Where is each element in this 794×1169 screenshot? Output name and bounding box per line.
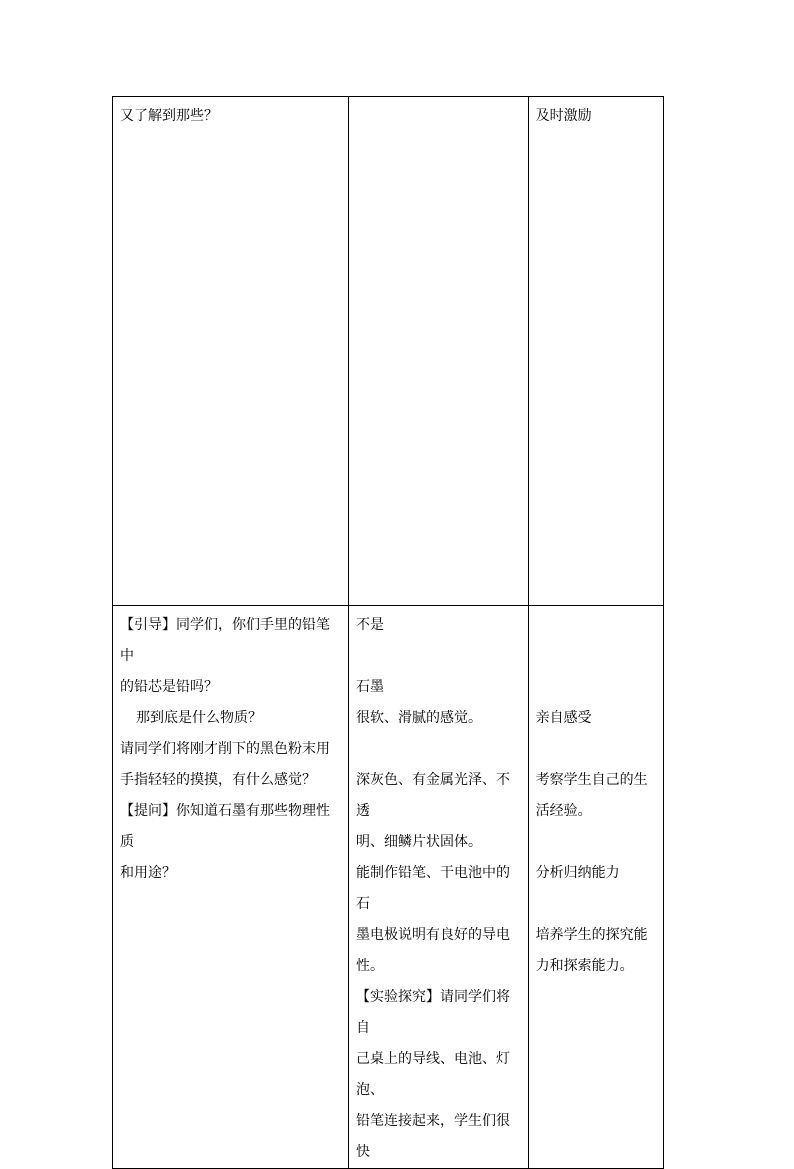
teacher-activity-cell: [113, 606, 349, 1169]
cell-text: 墨电极说明有良好的导电: [355, 927, 510, 943]
cell-text: 分析归纳能力: [535, 865, 620, 881]
cell-text: 【实验探究】请同学们将自: [355, 989, 510, 1036]
spacer: [536, 734, 657, 765]
cell-text: 又了解到那些？: [120, 108, 218, 124]
cell-text: 那到底是什么物质？: [136, 710, 262, 726]
cell-text: 很软、滑腻的感觉。: [355, 710, 482, 726]
cell-text: 【提问】你知道石墨有那些物理性质: [120, 803, 330, 850]
cell-text: 石墨: [355, 679, 384, 695]
cell-text: 性。: [355, 958, 384, 974]
cell-text: 和用途？: [120, 865, 176, 881]
cell-text: 铅笔连接起来，学生们很快: [355, 1113, 510, 1160]
cell-text: 请同学们将刚才削下的黑色粉末用: [120, 741, 330, 757]
spacer: [536, 889, 657, 920]
cell-text: 不是: [355, 617, 384, 633]
cell-text: 考察学生自己的生: [535, 772, 648, 788]
lesson-table: [112, 96, 664, 1169]
cell-text: 培养学生的探究能: [535, 927, 648, 943]
teacher-activity-cell: [113, 97, 349, 606]
spacer: [536, 610, 657, 641]
cell-text: 能制作铅笔、干电池中的石: [355, 865, 510, 912]
cell-text: 的铅芯是铅吗？: [120, 679, 218, 695]
spacer: [536, 641, 657, 672]
design-intent-cell: [528, 97, 663, 606]
cell-text: 己桌上的导线、电池、灯泡、: [355, 1051, 510, 1098]
spacer: [536, 827, 657, 858]
table-row: [113, 606, 664, 1169]
cell-text: 【引导】同学们，你们手里的铅笔中: [120, 617, 330, 664]
cell-text: 手指轻轻的摸摸，有什么感觉？: [120, 772, 316, 788]
cell-text: 亲自感受: [535, 710, 592, 726]
spacer: [536, 672, 657, 703]
spacer: [356, 641, 522, 672]
cell-text: 明、细鳞片状固体。: [355, 834, 482, 850]
cell-text: 深灰色、有金属光泽、不透: [355, 772, 510, 819]
cell-text: 力和探索能力。: [535, 958, 634, 974]
cell-text: 活经验。: [535, 803, 592, 819]
table-row: [113, 97, 664, 606]
design-intent-cell: [528, 606, 663, 1169]
student-activity-cell: [348, 97, 528, 606]
cell-text: 及时激励: [535, 108, 592, 124]
spacer: [356, 734, 522, 765]
student-activity-cell: [348, 606, 528, 1169]
